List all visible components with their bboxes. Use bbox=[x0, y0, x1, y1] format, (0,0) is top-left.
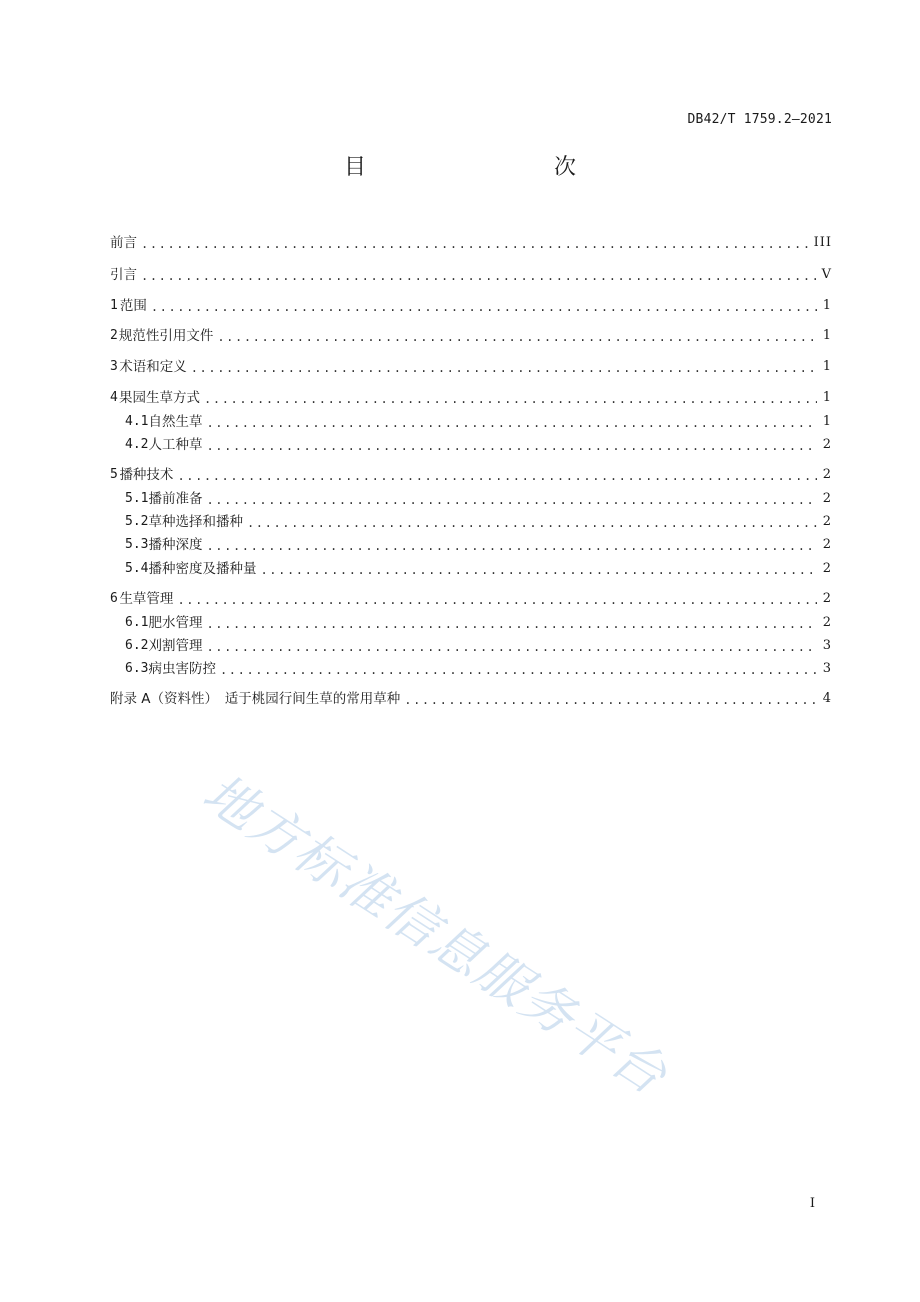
toc-entry-label: 播种深度 bbox=[148, 537, 203, 553]
toc-entry-label: 草种选择和播种 bbox=[148, 514, 243, 530]
toc-entry-foreword[interactable] bbox=[110, 233, 832, 253]
toc-entry-page: 2 bbox=[822, 467, 832, 482]
toc-entry-label: 果园生草方式 bbox=[119, 390, 201, 406]
toc-entry-number: 2 bbox=[110, 328, 118, 343]
toc-entry-label: 刈割管理 bbox=[148, 638, 203, 654]
toc-entry-page: V bbox=[821, 267, 832, 282]
toc-entry-page: III bbox=[813, 235, 832, 250]
page-number: I bbox=[809, 1196, 815, 1211]
toc-entry-1[interactable] bbox=[110, 296, 832, 316]
toc-entry-number: 4.2 bbox=[125, 437, 149, 452]
toc-leader-dots bbox=[151, 298, 817, 316]
toc-entry-page: 3 bbox=[822, 661, 832, 676]
toc-entry-number: 6.2 bbox=[125, 638, 149, 653]
toc-entry-2[interactable] bbox=[110, 326, 832, 346]
toc-entry-page: 2 bbox=[822, 561, 832, 576]
toc-entry-5-4[interactable] bbox=[125, 559, 832, 579]
toc-entry-label: 前言 bbox=[110, 235, 137, 251]
toc-entry-page: 2 bbox=[822, 615, 832, 630]
toc-entry-introduction[interactable] bbox=[110, 265, 832, 285]
toc-entry-6-2[interactable] bbox=[125, 636, 832, 656]
toc-entry-page: 1 bbox=[822, 390, 832, 405]
toc-entry-label: 范围 bbox=[119, 298, 147, 314]
toc-entry-label: 生草管理 bbox=[119, 591, 174, 607]
toc-entry-5-3[interactable] bbox=[125, 535, 832, 555]
toc-leader-dots bbox=[141, 267, 816, 285]
toc-entry-number: 5 bbox=[110, 467, 118, 482]
toc-entry-number: 6.1 bbox=[125, 615, 149, 630]
toc-leader-dots bbox=[177, 467, 816, 485]
toc-entry-label: 病虫害防控 bbox=[148, 661, 216, 677]
toc-entry-label: 肥水管理 bbox=[148, 615, 203, 631]
toc-leader-dots bbox=[204, 390, 817, 408]
toc-entry-label: 自然生草 bbox=[148, 414, 203, 430]
toc-entry-label: 播种技术 bbox=[119, 467, 174, 483]
toc-entry-label: 附录 A（资料性） 适于桃园行间生草的常用草种 bbox=[110, 691, 401, 707]
toc-entry-page: 4 bbox=[822, 691, 832, 706]
toc-entry-label: 引言 bbox=[110, 267, 137, 283]
toc-entry-number: 5.3 bbox=[125, 537, 149, 552]
toc-leader-dots bbox=[206, 414, 816, 432]
toc-entry-4-1[interactable] bbox=[125, 412, 832, 432]
toc-entry-4[interactable] bbox=[110, 388, 832, 408]
toc-leader-dots bbox=[206, 437, 816, 455]
toc-entry-number: 3 bbox=[110, 359, 118, 374]
toc-leader-dots bbox=[404, 691, 816, 709]
toc-entry-label: 术语和定义 bbox=[119, 359, 187, 375]
toc-entry-number: 6.3 bbox=[125, 661, 149, 676]
toc-entry-number: 5.4 bbox=[125, 561, 149, 576]
toc-entry-annex-a[interactable] bbox=[110, 689, 832, 709]
toc-entry-6-1[interactable] bbox=[125, 613, 832, 633]
toc-entry-number: 5.1 bbox=[125, 491, 149, 506]
toc-entry-number: 1 bbox=[110, 298, 118, 313]
toc-entry-label: 播前准备 bbox=[148, 491, 203, 507]
toc-leader-dots bbox=[217, 328, 816, 346]
toc-entry-page: 1 bbox=[822, 414, 832, 429]
toc-entry-6-3[interactable] bbox=[125, 659, 832, 679]
watermark: 地方标准信息服务平台 bbox=[192, 762, 678, 1108]
toc-entry-4-2[interactable] bbox=[125, 435, 832, 455]
toc-entry-3[interactable] bbox=[110, 357, 832, 377]
toc-leader-dots bbox=[247, 514, 817, 532]
toc-entry-page: 1 bbox=[822, 359, 832, 374]
toc-entry-number: 4 bbox=[110, 390, 118, 405]
toc-entry-page: 2 bbox=[822, 491, 832, 506]
toc-leader-dots bbox=[206, 491, 816, 509]
toc-leader-dots bbox=[206, 537, 816, 555]
page-title: 目 次 bbox=[343, 155, 624, 180]
toc-leader-dots bbox=[141, 235, 808, 253]
toc-entry-label: 人工种草 bbox=[148, 437, 203, 453]
toc-leader-dots bbox=[206, 638, 816, 656]
toc-entry-page: 2 bbox=[822, 514, 832, 529]
toc-leader-dots bbox=[220, 661, 817, 679]
toc-entry-number: 4.1 bbox=[125, 414, 149, 429]
toc-entry-page: 1 bbox=[822, 328, 832, 343]
toc-leader-dots bbox=[206, 615, 816, 633]
toc-entry-5[interactable] bbox=[110, 465, 832, 485]
toc-entry-page: 2 bbox=[822, 537, 832, 552]
toc-entry-page: 2 bbox=[822, 437, 832, 452]
toc-entry-6[interactable] bbox=[110, 589, 832, 609]
document-code: DB42/T 1759.2—2021 bbox=[687, 112, 832, 127]
toc-entry-page: 2 bbox=[822, 591, 832, 606]
toc-entry-label: 播种密度及播种量 bbox=[148, 561, 257, 577]
toc-leader-dots bbox=[177, 591, 816, 609]
toc-entry-5-2[interactable] bbox=[125, 512, 832, 532]
toc-entry-page: 1 bbox=[822, 298, 832, 313]
toc-entry-number: 6 bbox=[110, 591, 118, 606]
toc-entry-5-1[interactable] bbox=[125, 489, 832, 509]
toc-entry-label: 规范性引用文件 bbox=[118, 328, 214, 344]
toc-leader-dots bbox=[260, 561, 816, 579]
toc-leader-dots bbox=[191, 359, 817, 377]
toc-entry-number: 5.2 bbox=[125, 514, 149, 529]
toc-entry-page: 3 bbox=[822, 638, 832, 653]
